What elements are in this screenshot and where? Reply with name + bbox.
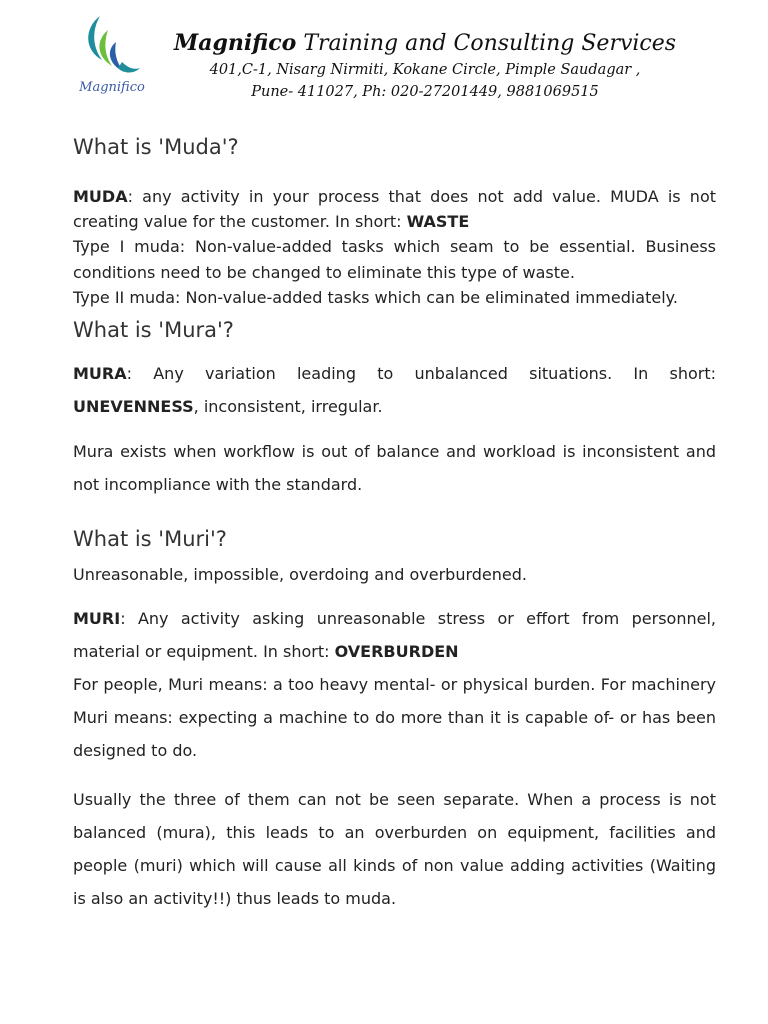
letterhead: [0, 0, 768, 110]
muri-summary: Usually the three of them can not be seen separate. When a process is not balanced (mura), this leads to an overburden on equipment, facilities and people (muri) which will cause all kinds of non value adding activities (Waiting is also an activity!!) thus leads to muda.: [73, 790, 716, 909]
mura-term: MURA: [73, 364, 127, 384]
muri-short: OVERBURDEN: [334, 642, 459, 662]
company-name: [170, 30, 680, 56]
muda-type1: Type I muda: Non-value-added tasks which seam to be essential. Business conditions need to be changed to eliminate this type of waste.: [73, 237, 716, 282]
muda-short: WASTE: [406, 212, 470, 232]
company-name-rest: Training and Consulting Services: [296, 31, 677, 56]
company-brand: Magnifico: [173, 30, 297, 56]
logo-swoosh-icon: [62, 12, 162, 82]
address-line-2: Pune- 411027, Ph: 020-27201449, 9881069515: [251, 84, 599, 100]
muda-def-text: : any activity in your process that does not add value. MUDA is not creating value for the customer. In short:: [73, 187, 716, 232]
muri-def-text: : Any activity asking unreasonable stress or effort from personnel, material or equipment. In short:: [73, 609, 716, 662]
document-body: [73, 130, 716, 915]
muda-definition: [73, 184, 716, 234]
address-line-1: 401,C-1, Nisarg Nirmiti, Kokane Circle, Pimple Saudagar ,: [209, 62, 641, 78]
mura-definition: [73, 357, 716, 423]
logo-text: Magnifico: [79, 80, 145, 95]
mura-paragraph: Mura exists when workflow is out of balance and workload is inconsistent and not incompliance with the standard.: [73, 442, 716, 495]
heading-muda: What is 'Muda'?: [73, 135, 239, 159]
heading-muri: What is 'Muri'?: [73, 527, 227, 552]
heading-mura: What is 'Mura'?: [73, 318, 234, 343]
muda-term: MUDA: [73, 187, 128, 206]
muri-definition: [73, 602, 716, 668]
muda-type2: Type II muda: Non-value-added tasks which can be eliminated immediately.: [73, 287, 678, 307]
mura-def-text: : Any variation leading to unbalanced situations. In short:: [126, 364, 716, 384]
muri-intro: Unreasonable, impossible, overdoing and overburdened.: [73, 565, 527, 585]
muri-term: MURI: [73, 609, 121, 629]
mura-def-tail: , inconsistent, irregular.: [193, 397, 383, 417]
mura-short: UNEVENNESS: [73, 397, 194, 417]
company-logo: [62, 12, 162, 102]
muri-explanation: For people, Muri means: a too heavy mental- or physical burden. For machinery Muri means: expecting a machine to do more than it is capable of- or has been designed to do.: [73, 675, 716, 761]
